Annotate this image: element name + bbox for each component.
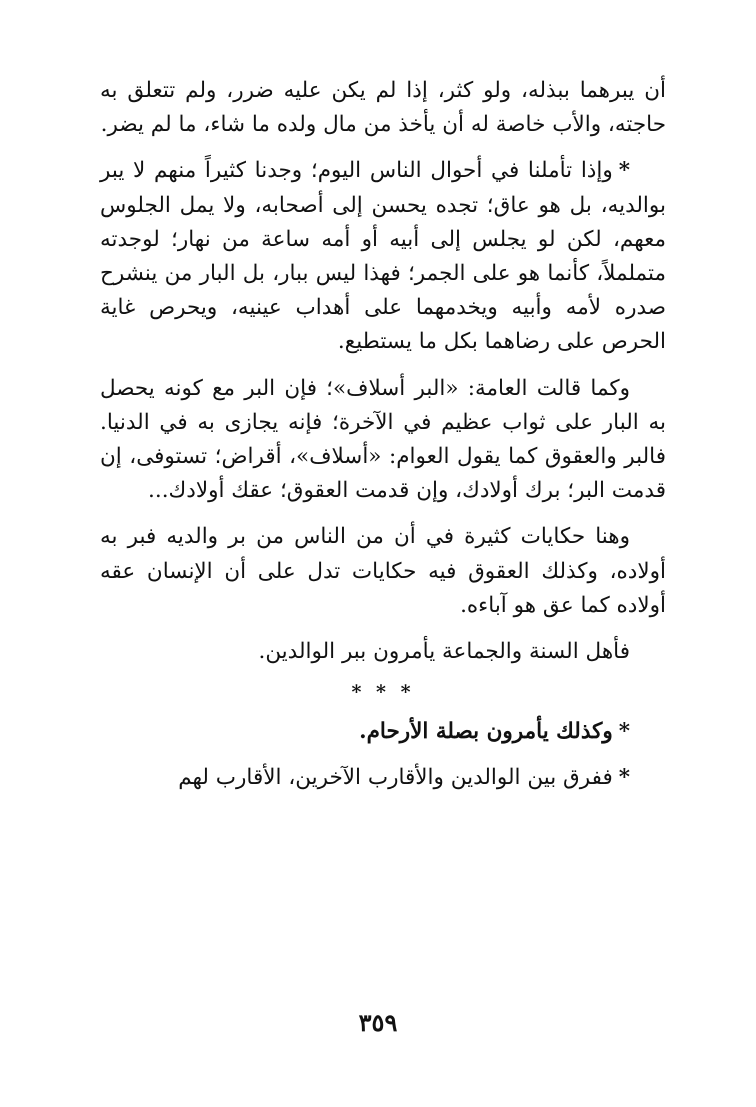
paragraph-2-text: وإذا تأملنا في أحوال الناس اليوم؛ وجدنا كثيراً منهم لا يبر بوالديه، بل هو عاق؛ تجده يحسن إلى أصحابه، ولا يمل الجلوس معهم، لكن لو يجلس إلى أبيه أو أمه ساعة من نهار؛ لوجدته متململاً، كأنما هو على الجمر؛ فهذا ليس ببار، بل البار من ينشرح صدره لأمه وأبيه ويخدمهما على أهداب عينيه، ويحرص غاية الحرص على رضاهما بكل ما يستطيع. [100, 158, 666, 355]
paragraph-6 [100, 761, 666, 795]
asterisk-marker: * [618, 719, 630, 745]
section-heading [100, 715, 666, 749]
page-number: ٣٥٩ [358, 1008, 398, 1037]
asterisk-marker: * [618, 158, 630, 184]
paragraph-1-text: أن يبرهما ببذله، ولو كثر، إذا لم يكن عليه ضرر، ولم تتعلق به حاجته، والأب خاصة له أن يأخذ من مال ولده ما شاء، ما لم يضر. [100, 78, 666, 138]
section-separator: * * * [351, 681, 415, 704]
section-heading-text: وكذلك يأمرون بصلة الأرحام. [359, 719, 613, 745]
paragraph-2 [100, 154, 666, 359]
asterisk-marker: * [618, 765, 630, 791]
paragraph-4 [100, 520, 666, 623]
paragraph-5 [100, 635, 666, 669]
paragraph-4-text: وهنا حكايات كثيرة في أن من الناس من بر والديه فبر به أولاده، وكذلك العقوق فيه حكايات تدل على أن الإنسان عقه أولاده كما عق هو آباءه. [100, 524, 666, 618]
paragraph-6-text: ففرق بين الوالدين والأقارب الآخرين، الأقارب لهم [178, 765, 613, 791]
paragraph-3-text: وكما قالت العامة: «البر أسلاف»؛ فإن البر مع كونه يحصل به البار على ثواب عظيم في الآخرة؛ فإنه يجازى به في الدنيا. فالبر والعقوق كما يقول العوام: «أسلاف»، أقراض؛ تستوفى، إن قدمت البر؛ برك أولادك، وإن قدمت العقوق؛ عقك أولادك... [100, 375, 666, 504]
paragraph-3 [100, 372, 666, 509]
paragraph-5-text: فأهل السنة والجماعة يأمرون ببر الوالدين. [258, 639, 630, 665]
paragraph-1 [100, 74, 666, 142]
